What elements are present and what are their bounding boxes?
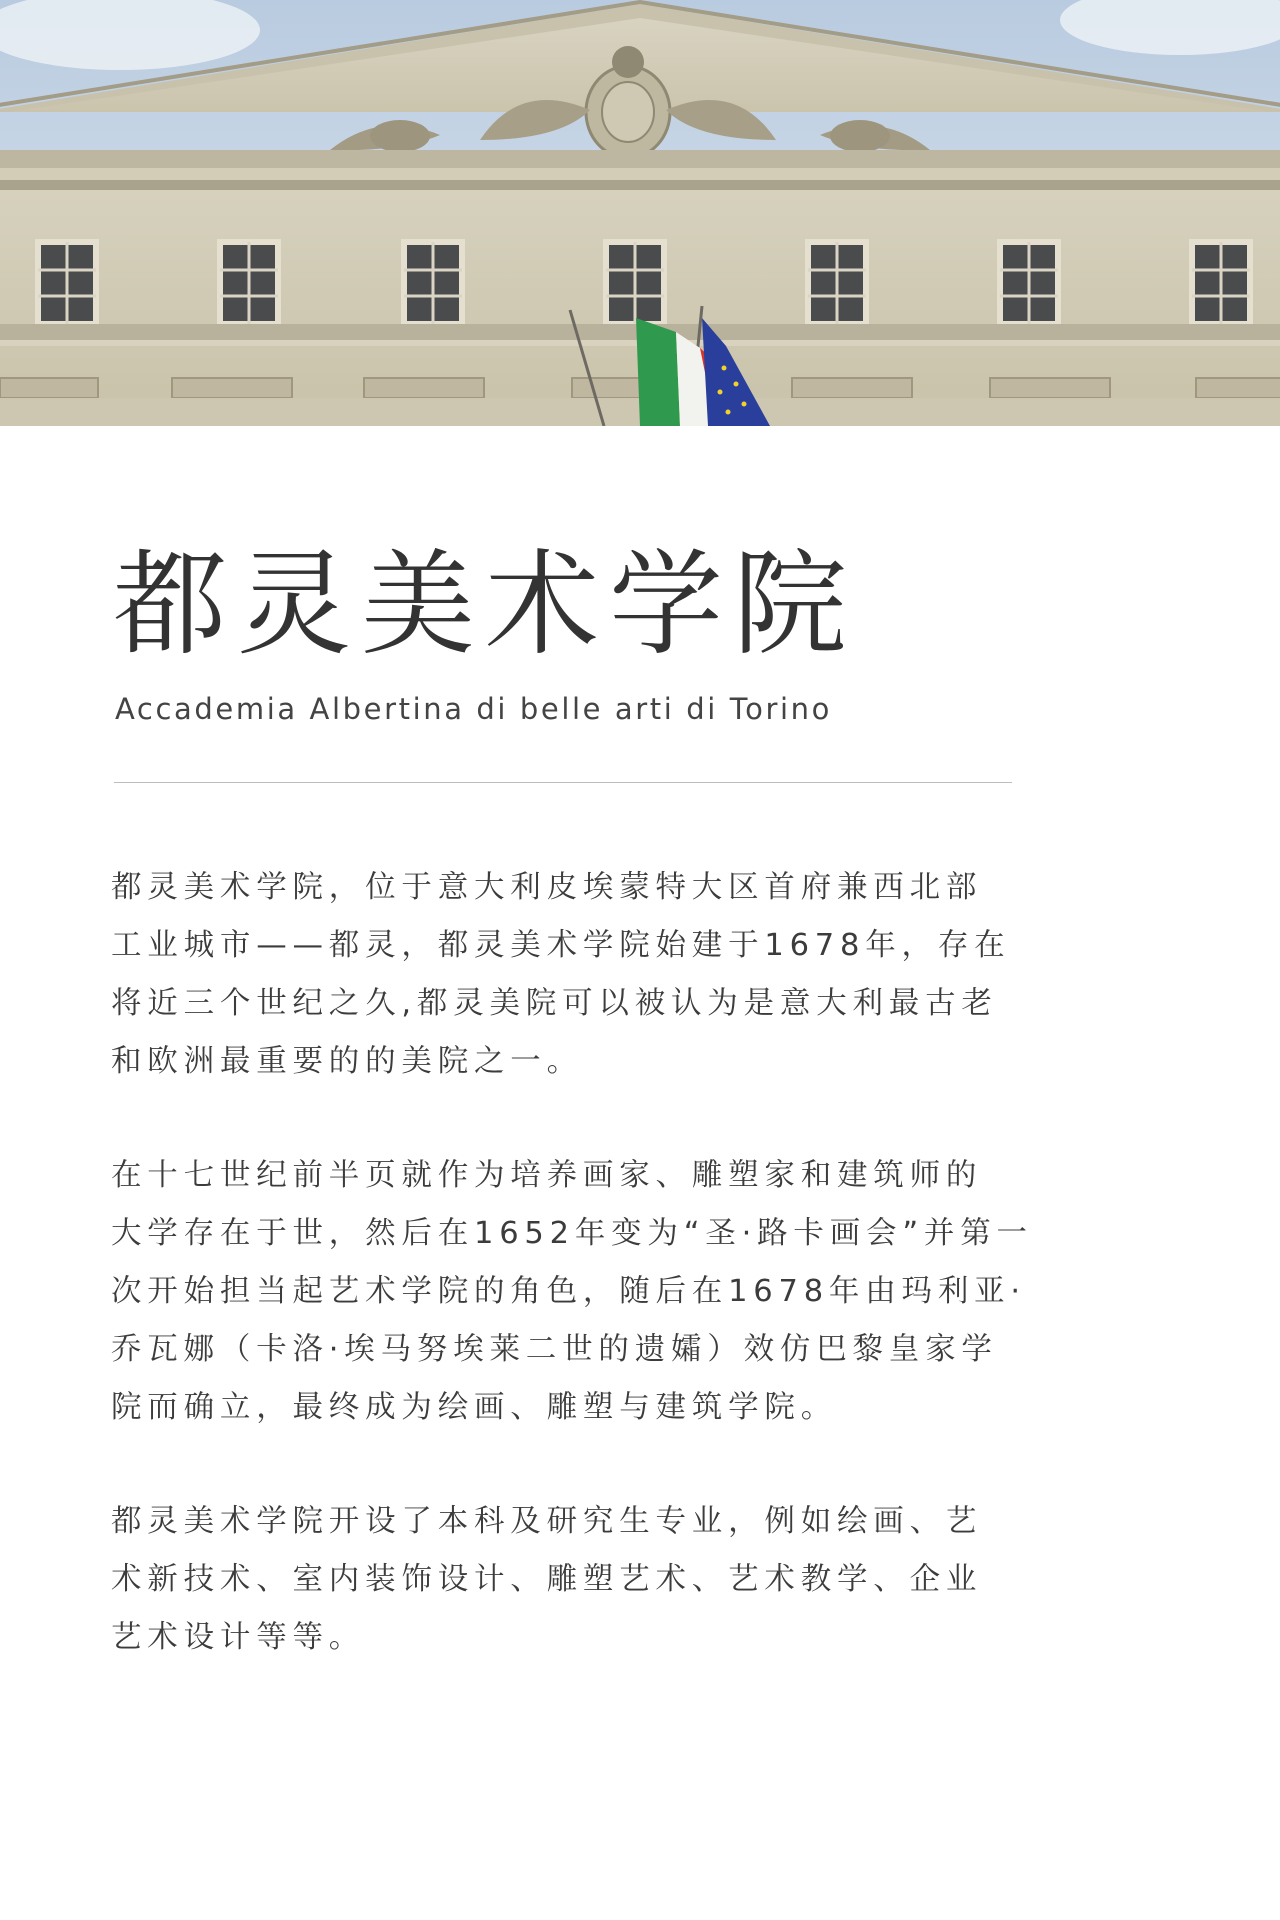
paragraph-intro (111, 859, 1011, 1091)
paragraph-programs (111, 1493, 1001, 1667)
text-line: 将近三个世纪之久,都灵美院可以被认为是意大利最古老 (111, 986, 998, 1021)
text-line: 都灵美术学院，位于意大利皮埃蒙特大区首府兼西北部 (111, 870, 983, 905)
page-title: 都灵美术学院 (113, 538, 858, 671)
text-line: 术新技术、室内装饰设计、雕塑艺术、艺术教学、企业 (111, 1562, 983, 1597)
text-line: 在十七世纪前半页就作为培养画家、雕塑家和建筑师的 (111, 1158, 983, 1193)
page-subtitle: Accademia Albertina di belle arti di Torino (115, 692, 832, 726)
text-line: 次开始担当起艺术学院的角色，随后在1678年由玛利亚· (111, 1274, 1026, 1309)
hero-photo (0, 0, 1280, 426)
text-line: 和欧洲最重要的的美院之一。 (111, 1044, 583, 1079)
paragraph-history (111, 1147, 1033, 1437)
text-line: 乔瓦娜（卡洛·埃马努埃莱二世的遗孀）效仿巴黎皇家学 (111, 1332, 998, 1367)
text-line: 大学存在于世，然后在1652年变为“圣·路卡画会”并第一 (111, 1216, 1033, 1251)
text-line: 艺术设计等等。 (111, 1620, 366, 1655)
text-line: 都灵美术学院开设了本科及研究生专业，例如绘画、艺 (111, 1504, 983, 1539)
text-line: 院而确立，最终成为绘画、雕塑与建筑学院。 (111, 1390, 837, 1425)
text-line: 工业城市——都灵，都灵美术学院始建于1678年，存在 (111, 928, 1011, 963)
building-facade-illustration (0, 0, 1280, 426)
divider (114, 782, 1012, 783)
